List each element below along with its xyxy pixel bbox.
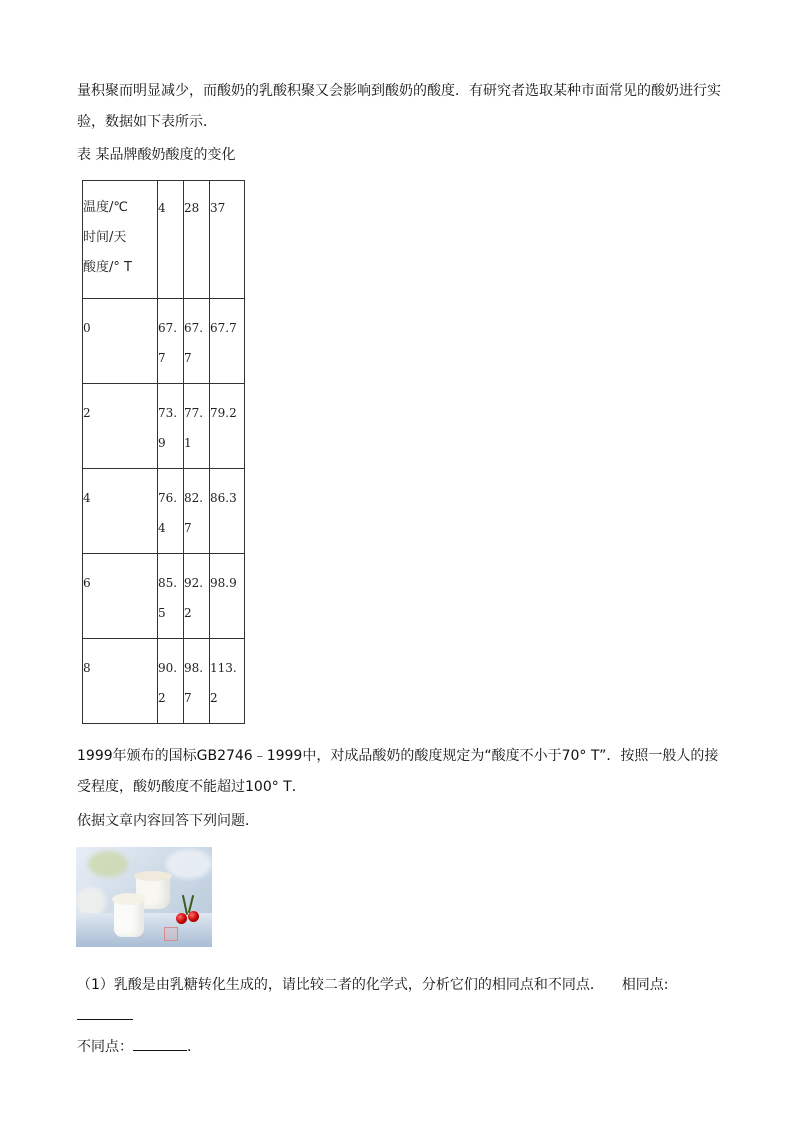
table-row bbox=[83, 384, 245, 469]
row-value-cell: 67.7 bbox=[158, 299, 184, 384]
yogurt-photo bbox=[76, 847, 212, 947]
row-value-cell: 82.7 bbox=[184, 469, 210, 554]
row-value-cell: 85.5 bbox=[158, 554, 184, 639]
row-day-cell: 6 bbox=[83, 554, 158, 639]
header-temp-37: 37 bbox=[210, 181, 245, 299]
row-value-cell: 79.2 bbox=[210, 384, 245, 469]
table-header-row bbox=[83, 181, 245, 299]
seal-stamp-icon bbox=[164, 927, 178, 941]
row-value-cell: 86.3 bbox=[210, 469, 245, 554]
row-value-cell: 113.2 bbox=[210, 639, 245, 724]
row-value-cell: 67.7 bbox=[184, 299, 210, 384]
different-point-label: 不同点： bbox=[77, 1039, 133, 1055]
header-temp-4: 4 bbox=[158, 181, 184, 299]
question-1-end: ． bbox=[187, 1039, 201, 1055]
table-caption: 表 某品牌酸奶酸度的变化 bbox=[77, 147, 236, 163]
table-row bbox=[83, 469, 245, 554]
header-time-label: 时间/天 bbox=[83, 230, 127, 245]
table-row bbox=[83, 299, 245, 384]
row-day-cell: 8 bbox=[83, 639, 158, 724]
question-1 bbox=[77, 970, 722, 1063]
row-value-cell: 92.2 bbox=[184, 554, 210, 639]
standard-paragraph: 1999年颁布的国标GB2746﹣1999中，对成品酸奶的酸度规定为“酸度不小于70° T”．按照一般人的接受程度，酸奶酸度不能超过100° T． bbox=[77, 748, 719, 795]
table-row bbox=[83, 554, 245, 639]
row-value-cell: 90.2 bbox=[158, 639, 184, 724]
different-point-blank[interactable] bbox=[133, 1034, 187, 1051]
row-day-cell: 0 bbox=[83, 299, 158, 384]
question-1-text: （1）乳酸是由乳糖转化生成的，请比较二者的化学式，分析它们的相同点和不同点． bbox=[77, 977, 604, 993]
header-labels-cell bbox=[83, 181, 158, 299]
row-value-cell: 67.7 bbox=[210, 299, 245, 384]
instruction-text: 依据文章内容回答下列问题． bbox=[77, 813, 259, 829]
intro-paragraph: 量积聚而明显减少，而酸奶的乳酸积聚又会影响到酸奶的酸度．有研究者选取某种市面常见的酸奶进行实验，数据如下表所示． bbox=[77, 83, 721, 130]
row-value-cell: 98.7 bbox=[184, 639, 210, 724]
row-value-cell: 98.9 bbox=[210, 554, 245, 639]
header-temp-28: 28 bbox=[184, 181, 210, 299]
row-value-cell: 77.1 bbox=[184, 384, 210, 469]
same-point-label: 相同点: bbox=[621, 977, 669, 993]
acidity-table bbox=[82, 180, 245, 724]
row-value-cell: 73.9 bbox=[158, 384, 184, 469]
row-day-cell: 2 bbox=[83, 384, 158, 469]
same-point-blank[interactable] bbox=[77, 1003, 133, 1020]
table-row bbox=[83, 639, 245, 724]
header-acidity-label: 酸度/° T bbox=[83, 260, 132, 275]
row-day-cell: 4 bbox=[83, 469, 158, 554]
header-temperature-label: 温度/℃ bbox=[83, 200, 128, 215]
row-value-cell: 76.4 bbox=[158, 469, 184, 554]
